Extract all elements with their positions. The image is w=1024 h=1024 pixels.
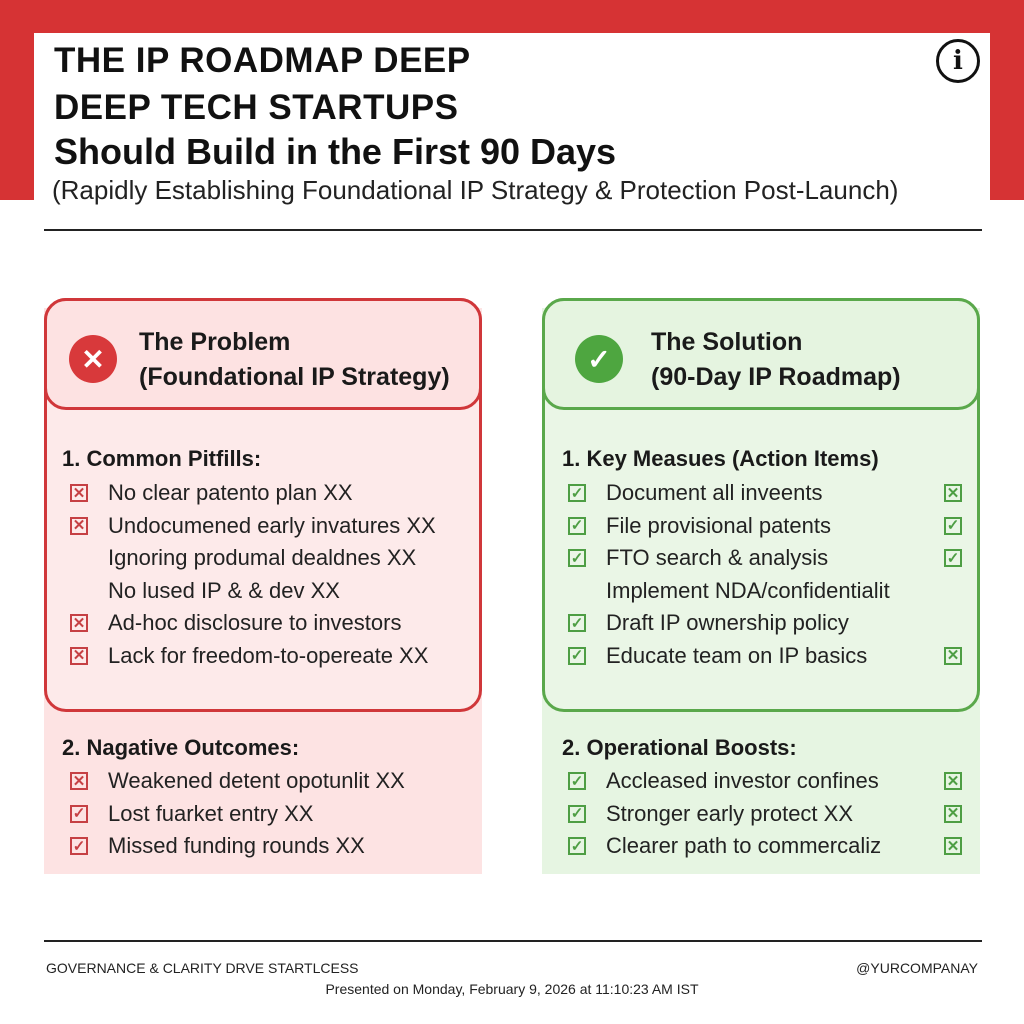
checklist-item-text: FTO search & analysis bbox=[606, 545, 829, 570]
problem-heading bbox=[139, 325, 450, 395]
info-icon[interactable]: i bbox=[936, 39, 980, 83]
title-line-2: DEEP TECH STARTUPS bbox=[54, 88, 459, 127]
problem-panel-header bbox=[44, 298, 482, 410]
title-line-1: THE IP ROADMAP DEEP bbox=[54, 41, 471, 80]
solution-heading-line2: (90-Day IP Roadmap) bbox=[651, 363, 901, 391]
checkbox-checked-icon[interactable]: ✓ bbox=[568, 484, 586, 502]
checklist-item-text: File provisional patents bbox=[606, 512, 832, 538]
checkbox-checked-icon[interactable]: ✓ bbox=[568, 772, 586, 790]
checklist-item bbox=[564, 608, 974, 641]
checklist-item-text: Clearer path to commercaliz bbox=[606, 833, 882, 858]
x-box-icon[interactable]: ✕ bbox=[70, 647, 88, 665]
checklist-item-text: Lost fuarket entry XX bbox=[108, 800, 314, 826]
checklist-item bbox=[66, 799, 476, 832]
x-box-icon[interactable]: ✕ bbox=[944, 484, 962, 502]
checklist-item-text: Educate team on IP basics bbox=[606, 642, 868, 668]
checkbox-checked-icon[interactable]: ✓ bbox=[944, 517, 962, 535]
x-box-icon[interactable]: ✕ bbox=[944, 772, 962, 790]
x-box-icon[interactable]: ✕ bbox=[70, 484, 88, 502]
checklist-item-text: Implement NDA/confidentialit bbox=[606, 577, 890, 603]
checklist-item bbox=[564, 641, 974, 674]
pitfalls-list bbox=[66, 478, 476, 673]
checklist-item-text: Weakened detent opotunlit XX bbox=[108, 768, 405, 793]
solution-panel-header bbox=[542, 298, 980, 410]
checklist-item-text: No lused IP & & dev XX bbox=[108, 577, 340, 603]
checklist-item-text: Ad-hoc disclosure to investors bbox=[108, 610, 402, 635]
checkbox-checked-icon[interactable]: ✓ bbox=[568, 614, 586, 632]
x-box-icon[interactable]: ✕ bbox=[944, 647, 962, 665]
checklist-item-text: Lack for freedom-to-opereate XX bbox=[108, 642, 429, 668]
checklist-item-text: No clear patento plan XX bbox=[108, 480, 353, 505]
title-line-3: Should Build in the First 90 Days bbox=[54, 131, 617, 172]
checklist-item-text: Ignoring produmal dealdnes XX bbox=[108, 545, 417, 570]
checkbox-checked-icon[interactable]: ✓ bbox=[70, 837, 88, 855]
problem-heading-line1: The Problem bbox=[139, 328, 291, 356]
checklist-item-text: Undocumened early invatures XX bbox=[108, 512, 436, 538]
footer-handle: @YURCOMPANAY bbox=[856, 960, 978, 976]
footer-timestamp: Presented on Monday, February 9, 2026 at 11:10:23 AM IST bbox=[325, 981, 699, 997]
solution-heading bbox=[651, 325, 901, 395]
checklist-item bbox=[564, 766, 974, 799]
x-box-icon[interactable]: ✕ bbox=[70, 614, 88, 632]
key-measures-list bbox=[564, 478, 974, 673]
operational-boosts-title: 2. Operational Boosts: bbox=[562, 735, 797, 760]
checkbox-checked-icon[interactable]: ✓ bbox=[568, 837, 586, 855]
problem-panel bbox=[44, 298, 482, 876]
checklist-item bbox=[564, 511, 974, 544]
checklist-item-text: Stronger early protect XX bbox=[606, 800, 854, 826]
solution-heading-line1: The Solution bbox=[651, 328, 803, 356]
operational-boosts-list bbox=[564, 766, 974, 864]
key-measures-title: 1. Key Measues (Action Items) bbox=[562, 446, 879, 471]
checklist-item bbox=[564, 543, 974, 576]
checklist-item bbox=[66, 478, 476, 511]
x-box-icon[interactable]: ✕ bbox=[70, 517, 88, 535]
checklist-item bbox=[564, 576, 974, 609]
checkbox-checked-icon[interactable]: ✓ bbox=[568, 549, 586, 567]
x-box-icon[interactable]: ✕ bbox=[944, 805, 962, 823]
checklist-item bbox=[564, 799, 974, 832]
checklist-item bbox=[66, 576, 476, 609]
checklist-item bbox=[66, 641, 476, 674]
checkbox-checked-icon[interactable]: ✓ bbox=[568, 647, 586, 665]
checklist-item bbox=[564, 478, 974, 511]
checklist-item bbox=[66, 766, 476, 799]
checkbox-checked-icon[interactable]: ✓ bbox=[568, 517, 586, 535]
error-x-icon: ✕ bbox=[69, 335, 117, 383]
x-box-icon[interactable]: ✕ bbox=[70, 772, 88, 790]
outcomes-title: 2. Nagative Outcomes: bbox=[62, 735, 300, 760]
footer-divider bbox=[44, 940, 982, 942]
checklist-item bbox=[66, 831, 476, 864]
solution-panel bbox=[542, 298, 980, 876]
checklist-item-text: Document all inveents bbox=[606, 480, 823, 505]
subtitle: (Rapidly Establishing Foundational IP Strategy & Protection Post-Launch) bbox=[52, 175, 899, 205]
checklist-item bbox=[66, 543, 476, 576]
checklist-item-text: Accleased investor confines bbox=[606, 768, 879, 793]
checkbox-checked-icon[interactable]: ✓ bbox=[568, 805, 586, 823]
outcomes-list bbox=[66, 766, 476, 864]
checklist-item-text: Missed funding rounds XX bbox=[108, 833, 365, 858]
checklist-item-text: Draft IP ownership policy bbox=[606, 610, 849, 635]
checklist-item bbox=[564, 831, 974, 864]
x-box-icon[interactable]: ✕ bbox=[944, 837, 962, 855]
checklist-item bbox=[66, 511, 476, 544]
checklist-item bbox=[66, 608, 476, 641]
problem-heading-line2: (Foundational IP Strategy) bbox=[139, 363, 450, 391]
pitfalls-title: 1. Common Pitfills: bbox=[62, 446, 262, 471]
checkbox-checked-icon[interactable]: ✓ bbox=[70, 805, 88, 823]
success-check-icon: ✓ bbox=[575, 335, 623, 383]
footer-tagline: GOVERNANCE & CLARITY DRVE STARTLCESS bbox=[46, 960, 359, 976]
checkbox-checked-icon[interactable]: ✓ bbox=[944, 549, 962, 567]
header-divider bbox=[44, 229, 982, 231]
header-card bbox=[34, 33, 990, 273]
